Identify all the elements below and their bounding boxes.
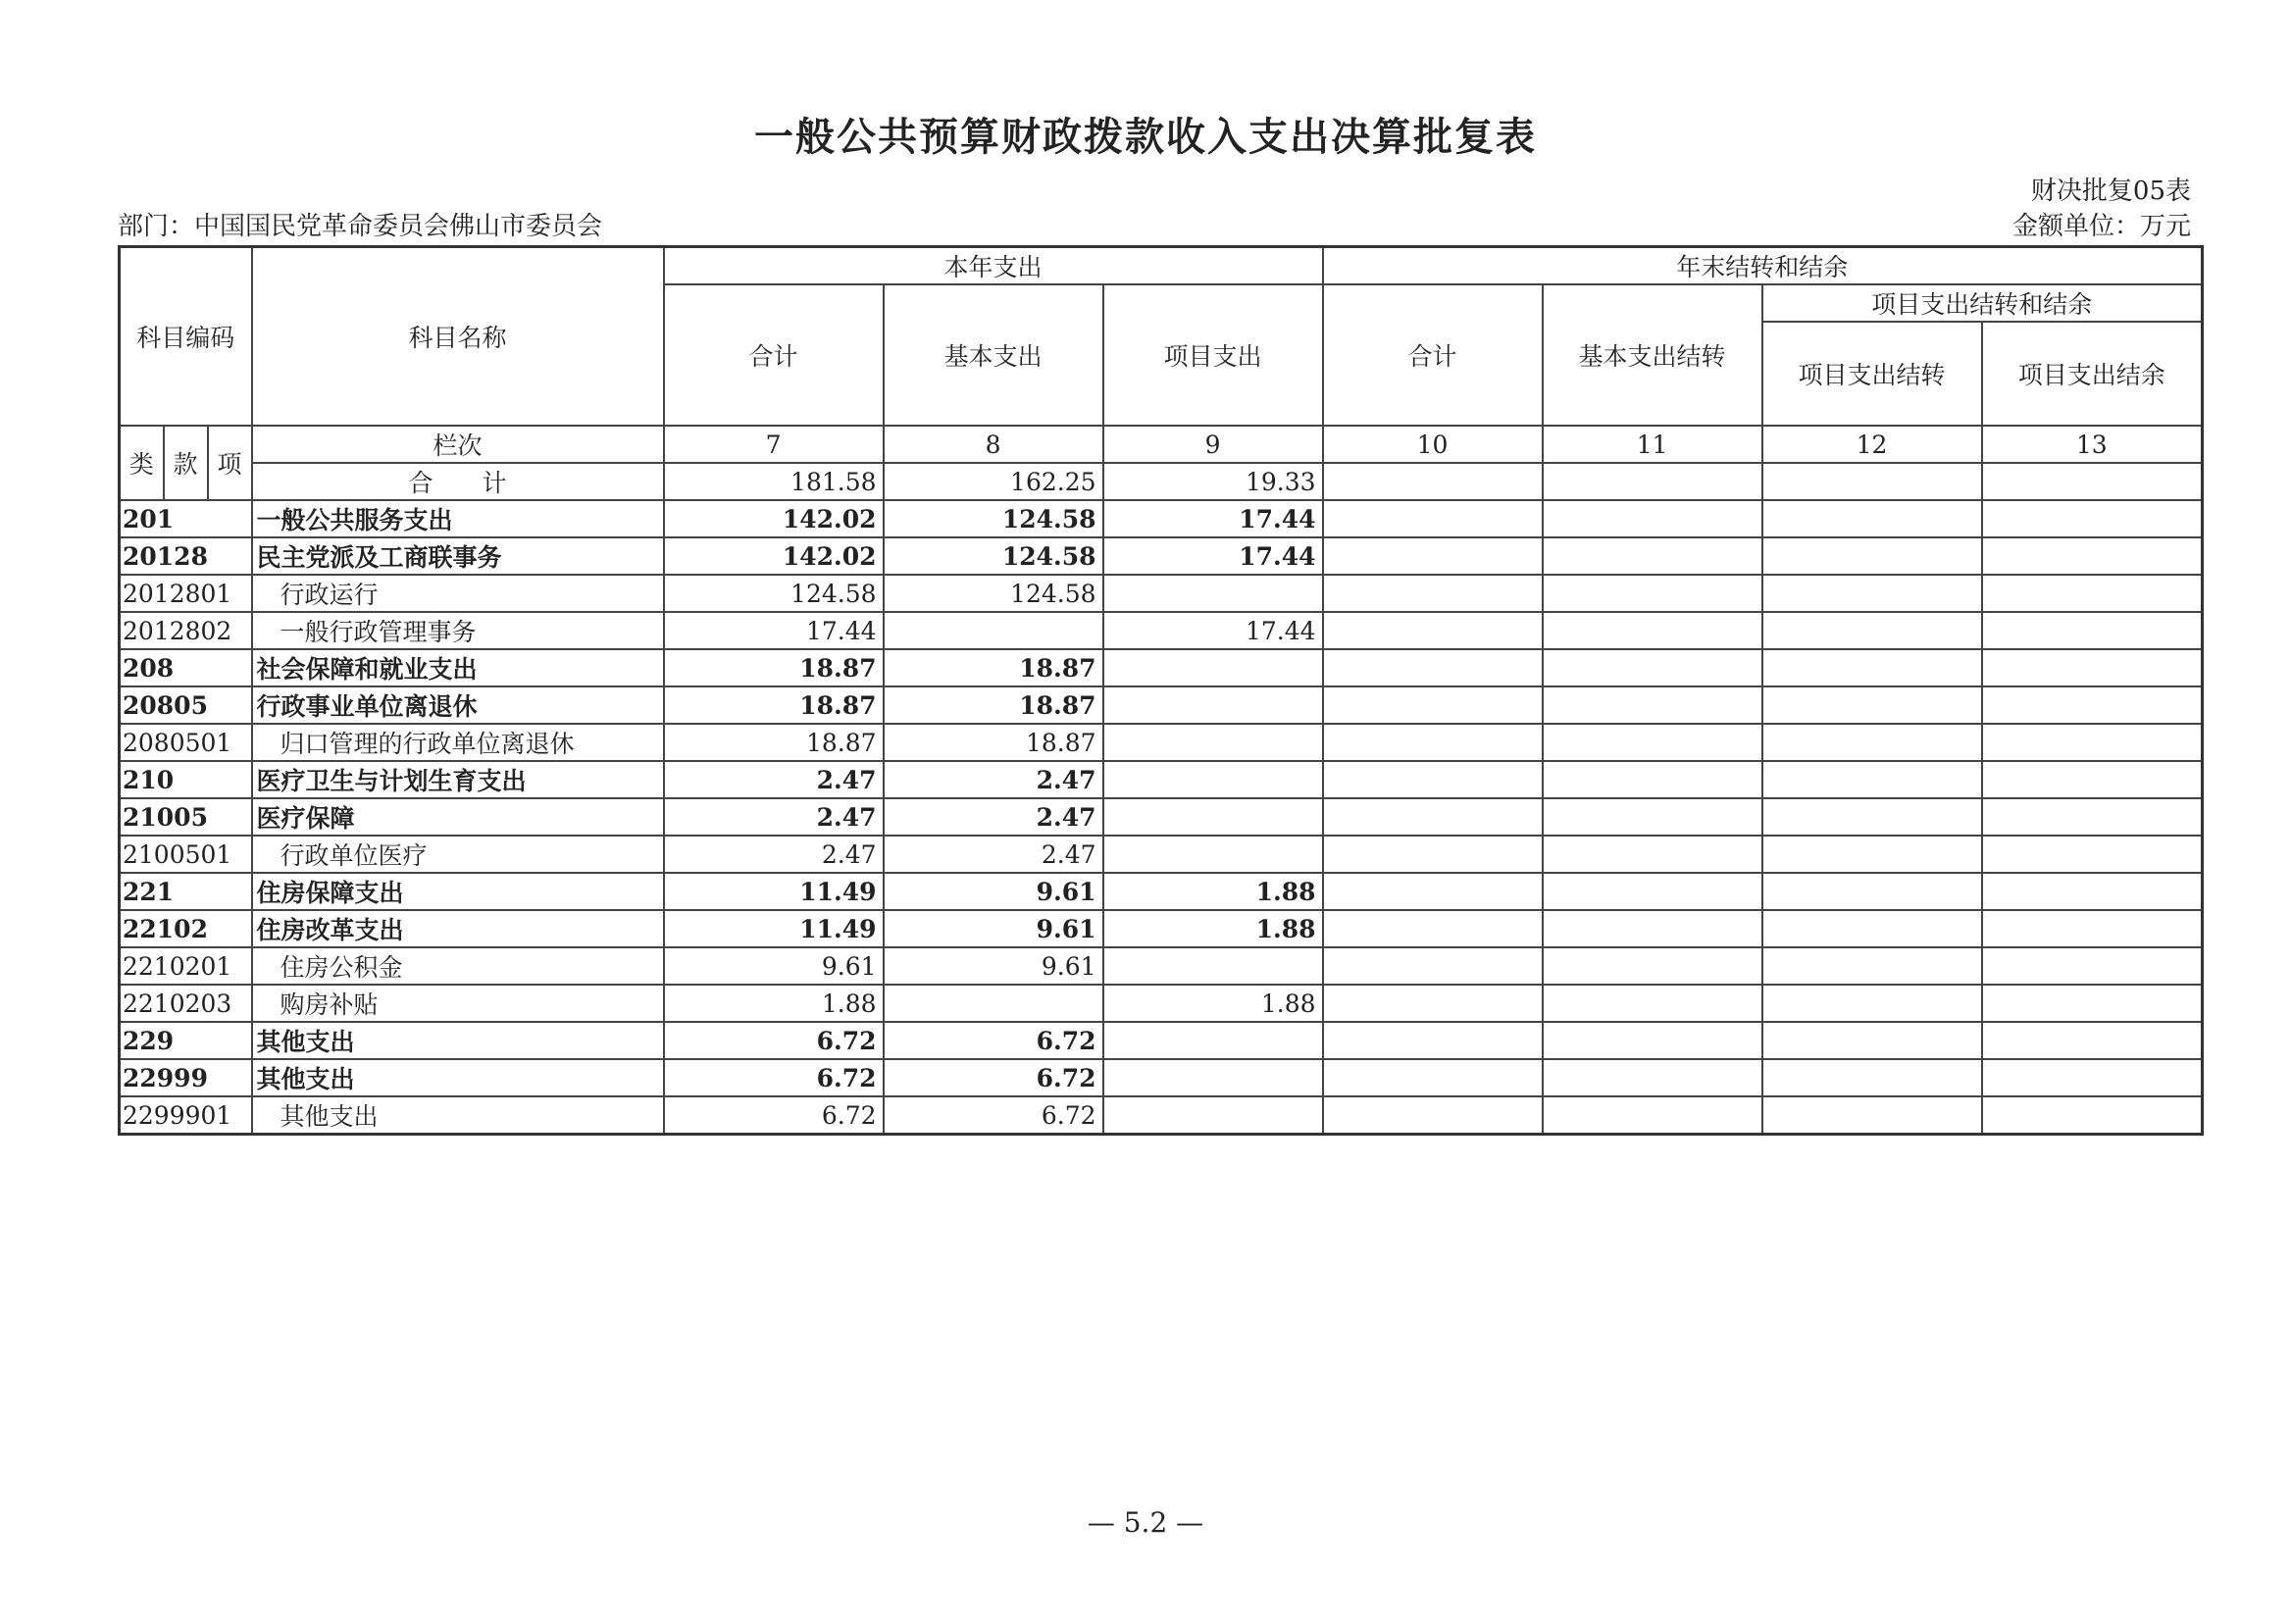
empty-cell — [1543, 575, 1762, 612]
table-row — [120, 649, 2203, 686]
table-row — [120, 500, 2203, 537]
project-expense-cell — [1103, 1096, 1323, 1135]
table-row — [120, 724, 2203, 761]
basic-expense-cell: 9.61 — [884, 947, 1103, 985]
table-row — [120, 537, 2203, 575]
empty-cell — [1543, 724, 1762, 761]
subject-code-cell: 2210203 — [120, 985, 252, 1022]
empty-cell — [1982, 947, 2203, 985]
basic-expense-cell: 2.47 — [884, 798, 1103, 836]
basic-expense-cell: 18.87 — [884, 724, 1103, 761]
total-cell: 11.49 — [664, 910, 884, 947]
column-number: 7 — [664, 426, 884, 463]
empty-cell — [1323, 761, 1543, 798]
basic-expense-cell: 124.58 — [884, 537, 1103, 575]
empty-cell — [1543, 1059, 1762, 1096]
table-row — [120, 985, 2203, 1022]
empty-cell — [1982, 985, 2203, 1022]
subject-name-cell: 医疗保障 — [252, 798, 664, 836]
subject-code-cell: 208 — [120, 649, 252, 686]
total-cell: 9.61 — [664, 947, 884, 985]
empty-cell — [1982, 649, 2203, 686]
header-lei: 类 — [120, 426, 164, 500]
empty-cell — [1323, 500, 1543, 537]
empty-cell — [1982, 761, 2203, 798]
project-expense-cell: 1.88 — [1103, 985, 1323, 1022]
project-expense-cell — [1103, 798, 1323, 836]
project-expense-cell — [1103, 836, 1323, 873]
basic-expense-cell: 2.47 — [884, 836, 1103, 873]
table-row — [120, 761, 2203, 798]
header-current-year-expense: 本年支出 — [664, 247, 1323, 285]
header-project-surplus: 项目支出结余 — [1982, 322, 2203, 426]
empty-cell — [1323, 873, 1543, 910]
header-basic-carryover: 基本支出结转 — [1543, 284, 1762, 426]
empty-cell — [1762, 761, 1982, 798]
appropriation-table — [118, 245, 2204, 1136]
project-expense-cell — [1103, 1059, 1323, 1096]
empty-cell — [1982, 724, 2203, 761]
empty-cell — [1543, 686, 1762, 724]
empty-cell — [1323, 1096, 1543, 1135]
total-cell: 124.58 — [664, 575, 884, 612]
project-expense-cell — [1103, 575, 1323, 612]
empty-cell — [1323, 537, 1543, 575]
total-cell: 6.72 — [664, 1059, 884, 1096]
header-project-expense: 项目支出 — [1103, 284, 1323, 426]
project-expense-cell: 1.88 — [1103, 910, 1323, 947]
subject-name-cell: 购房补贴 — [252, 985, 664, 1022]
page-title: 一般公共预算财政拨款收入支出决算批复表 — [754, 115, 1537, 160]
empty-cell — [1762, 500, 1982, 537]
empty-cell — [1543, 649, 1762, 686]
empty-cell — [1543, 612, 1762, 649]
empty-cell — [1323, 836, 1543, 873]
project-expense-cell — [1103, 724, 1323, 761]
total-row-label: 合 计 — [252, 463, 664, 500]
amount-unit-label: 金额单位：万元 — [2011, 212, 2191, 241]
subject-code-cell: 2299901 — [120, 1096, 252, 1135]
subject-code-cell: 20805 — [120, 686, 252, 724]
project-expense-cell: 1.88 — [1103, 873, 1323, 910]
empty-cell — [1982, 537, 2203, 575]
column-number: 9 — [1103, 426, 1323, 463]
table-row — [120, 575, 2203, 612]
project-expense-cell — [1103, 1022, 1323, 1059]
project-expense-cell — [1103, 947, 1323, 985]
basic-expense-cell: 9.61 — [884, 873, 1103, 910]
page-number: — 5.2 — — [1087, 1506, 1204, 1539]
basic-expense-cell: 6.72 — [884, 1022, 1103, 1059]
subject-name-cell: 社会保障和就业支出 — [252, 649, 664, 686]
table-row — [120, 612, 2203, 649]
empty-cell — [1762, 873, 1982, 910]
subject-code-cell: 21005 — [120, 798, 252, 836]
column-number: 11 — [1543, 426, 1762, 463]
empty-cell — [1543, 463, 1762, 500]
empty-cell — [1543, 836, 1762, 873]
subject-name-cell: 医疗卫生与计划生育支出 — [252, 761, 664, 798]
header-subject-name: 科目名称 — [252, 247, 664, 427]
subject-name-cell: 一般公共服务支出 — [252, 500, 664, 537]
empty-cell — [1762, 612, 1982, 649]
empty-cell — [1323, 1022, 1543, 1059]
empty-cell — [1323, 724, 1543, 761]
subject-name-cell: 行政事业单位离退休 — [252, 686, 664, 724]
basic-expense-cell: 6.72 — [884, 1096, 1103, 1135]
subject-name-cell: 民主党派及工商联事务 — [252, 537, 664, 575]
total-cell: 18.87 — [664, 686, 884, 724]
subject-name-cell: 其他支出 — [252, 1096, 664, 1135]
empty-cell — [1762, 798, 1982, 836]
table-row — [120, 1022, 2203, 1059]
project-expense-cell: 17.44 — [1103, 537, 1323, 575]
empty-cell — [1543, 798, 1762, 836]
table-row — [120, 1059, 2203, 1096]
empty-cell — [1762, 686, 1982, 724]
column-number: 10 — [1323, 426, 1543, 463]
table-row — [120, 1096, 2203, 1135]
empty-cell — [1323, 463, 1543, 500]
total-cell: 2.47 — [664, 836, 884, 873]
empty-cell — [1543, 500, 1762, 537]
empty-cell — [1323, 575, 1543, 612]
header-project-carry-group: 项目支出结转和结余 — [1762, 284, 2203, 322]
empty-cell — [1543, 761, 1762, 798]
empty-cell — [1762, 947, 1982, 985]
empty-cell — [1762, 1096, 1982, 1135]
subject-code-cell: 210 — [120, 761, 252, 798]
total-row-basic: 162.25 — [884, 463, 1103, 500]
empty-cell — [1543, 985, 1762, 1022]
empty-cell — [1323, 798, 1543, 836]
subject-name-cell: 行政运行 — [252, 575, 664, 612]
empty-cell — [1323, 910, 1543, 947]
empty-cell — [1543, 873, 1762, 910]
table-row — [120, 873, 2203, 910]
project-expense-cell — [1103, 649, 1323, 686]
basic-expense-cell: 9.61 — [884, 910, 1103, 947]
column-number: 8 — [884, 426, 1103, 463]
project-expense-cell — [1103, 761, 1323, 798]
subject-name-cell: 其他支出 — [252, 1022, 664, 1059]
total-cell: 11.49 — [664, 873, 884, 910]
header-column-label: 栏次 — [252, 426, 664, 463]
subject-code-cell: 22102 — [120, 910, 252, 947]
header-total: 合计 — [664, 284, 884, 426]
empty-cell — [1323, 612, 1543, 649]
empty-cell — [1543, 537, 1762, 575]
empty-cell — [1323, 985, 1543, 1022]
total-cell: 6.72 — [664, 1096, 884, 1135]
empty-cell — [1762, 910, 1982, 947]
column-number: 12 — [1762, 426, 1982, 463]
empty-cell — [1982, 873, 2203, 910]
subject-name-cell: 其他支出 — [252, 1059, 664, 1096]
header-subject-code: 科目编码 — [120, 247, 252, 427]
empty-cell — [1323, 1059, 1543, 1096]
basic-expense-cell: 124.58 — [884, 575, 1103, 612]
basic-expense-cell: 2.47 — [884, 761, 1103, 798]
subject-code-cell: 20128 — [120, 537, 252, 575]
total-cell: 18.87 — [664, 649, 884, 686]
empty-cell — [1982, 1022, 2203, 1059]
header-carry-total: 合计 — [1323, 284, 1543, 426]
empty-cell — [1543, 910, 1762, 947]
subject-name-cell: 归口管理的行政单位离退休 — [252, 724, 664, 761]
total-cell: 2.47 — [664, 761, 884, 798]
column-number: 13 — [1982, 426, 2203, 463]
form-number: 财决批复05表 — [2030, 177, 2191, 206]
empty-cell — [1762, 836, 1982, 873]
empty-cell — [1982, 575, 2203, 612]
header-basic-expense: 基本支出 — [884, 284, 1103, 426]
table-row — [120, 686, 2203, 724]
empty-cell — [1323, 686, 1543, 724]
empty-cell — [1762, 649, 1982, 686]
empty-cell — [1982, 910, 2203, 947]
total-cell: 2.47 — [664, 798, 884, 836]
total-cell: 18.87 — [664, 724, 884, 761]
subject-code-cell: 2012802 — [120, 612, 252, 649]
subject-code-cell: 229 — [120, 1022, 252, 1059]
empty-cell — [1762, 724, 1982, 761]
subject-name-cell: 行政单位医疗 — [252, 836, 664, 873]
empty-cell — [1762, 575, 1982, 612]
basic-expense-cell — [884, 985, 1103, 1022]
subject-code-cell: 221 — [120, 873, 252, 910]
basic-expense-cell: 124.58 — [884, 500, 1103, 537]
basic-expense-cell: 18.87 — [884, 686, 1103, 724]
total-cell: 17.44 — [664, 612, 884, 649]
basic-expense-cell: 6.72 — [884, 1059, 1103, 1096]
total-cell: 142.02 — [664, 537, 884, 575]
subject-code-cell: 201 — [120, 500, 252, 537]
empty-cell — [1323, 649, 1543, 686]
subject-name-cell: 住房改革支出 — [252, 910, 664, 947]
empty-cell — [1982, 686, 2203, 724]
department-label: 部门：中国国民党革命委员会佛山市委员会 — [118, 212, 603, 241]
total-cell: 6.72 — [664, 1022, 884, 1059]
empty-cell — [1982, 836, 2203, 873]
empty-cell — [1762, 537, 1982, 575]
table-row — [120, 836, 2203, 873]
empty-cell — [1762, 463, 1982, 500]
subject-code-cell: 2080501 — [120, 724, 252, 761]
empty-cell — [1543, 947, 1762, 985]
table-row — [120, 798, 2203, 836]
subject-code-cell: 22999 — [120, 1059, 252, 1096]
subject-code-cell: 2012801 — [120, 575, 252, 612]
header-xiang: 项 — [208, 426, 252, 500]
project-expense-cell: 17.44 — [1103, 612, 1323, 649]
empty-cell — [1982, 1059, 2203, 1096]
header-project-carryover: 项目支出结转 — [1762, 322, 1982, 426]
empty-cell — [1323, 947, 1543, 985]
total-row-total: 181.58 — [664, 463, 884, 500]
subject-code-cell: 2100501 — [120, 836, 252, 873]
empty-cell — [1982, 798, 2203, 836]
header-year-end-carryover: 年末结转和结余 — [1323, 247, 2203, 285]
empty-cell — [1543, 1022, 1762, 1059]
table-row — [120, 947, 2203, 985]
empty-cell — [1762, 1059, 1982, 1096]
project-expense-cell: 17.44 — [1103, 500, 1323, 537]
basic-expense-cell: 18.87 — [884, 649, 1103, 686]
empty-cell — [1982, 612, 2203, 649]
empty-cell — [1982, 1096, 2203, 1135]
basic-expense-cell — [884, 612, 1103, 649]
subject-name-cell: 一般行政管理事务 — [252, 612, 664, 649]
empty-cell — [1762, 985, 1982, 1022]
table-row — [120, 910, 2203, 947]
subject-code-cell: 2210201 — [120, 947, 252, 985]
total-cell: 142.02 — [664, 500, 884, 537]
total-row-project: 19.33 — [1103, 463, 1323, 500]
empty-cell — [1982, 463, 2203, 500]
project-expense-cell — [1103, 686, 1323, 724]
subject-name-cell: 住房保障支出 — [252, 873, 664, 910]
header-kuan: 款 — [164, 426, 208, 500]
empty-cell — [1762, 1022, 1982, 1059]
empty-cell — [1543, 1096, 1762, 1135]
subject-name-cell: 住房公积金 — [252, 947, 664, 985]
total-cell: 1.88 — [664, 985, 884, 1022]
empty-cell — [1982, 500, 2203, 537]
